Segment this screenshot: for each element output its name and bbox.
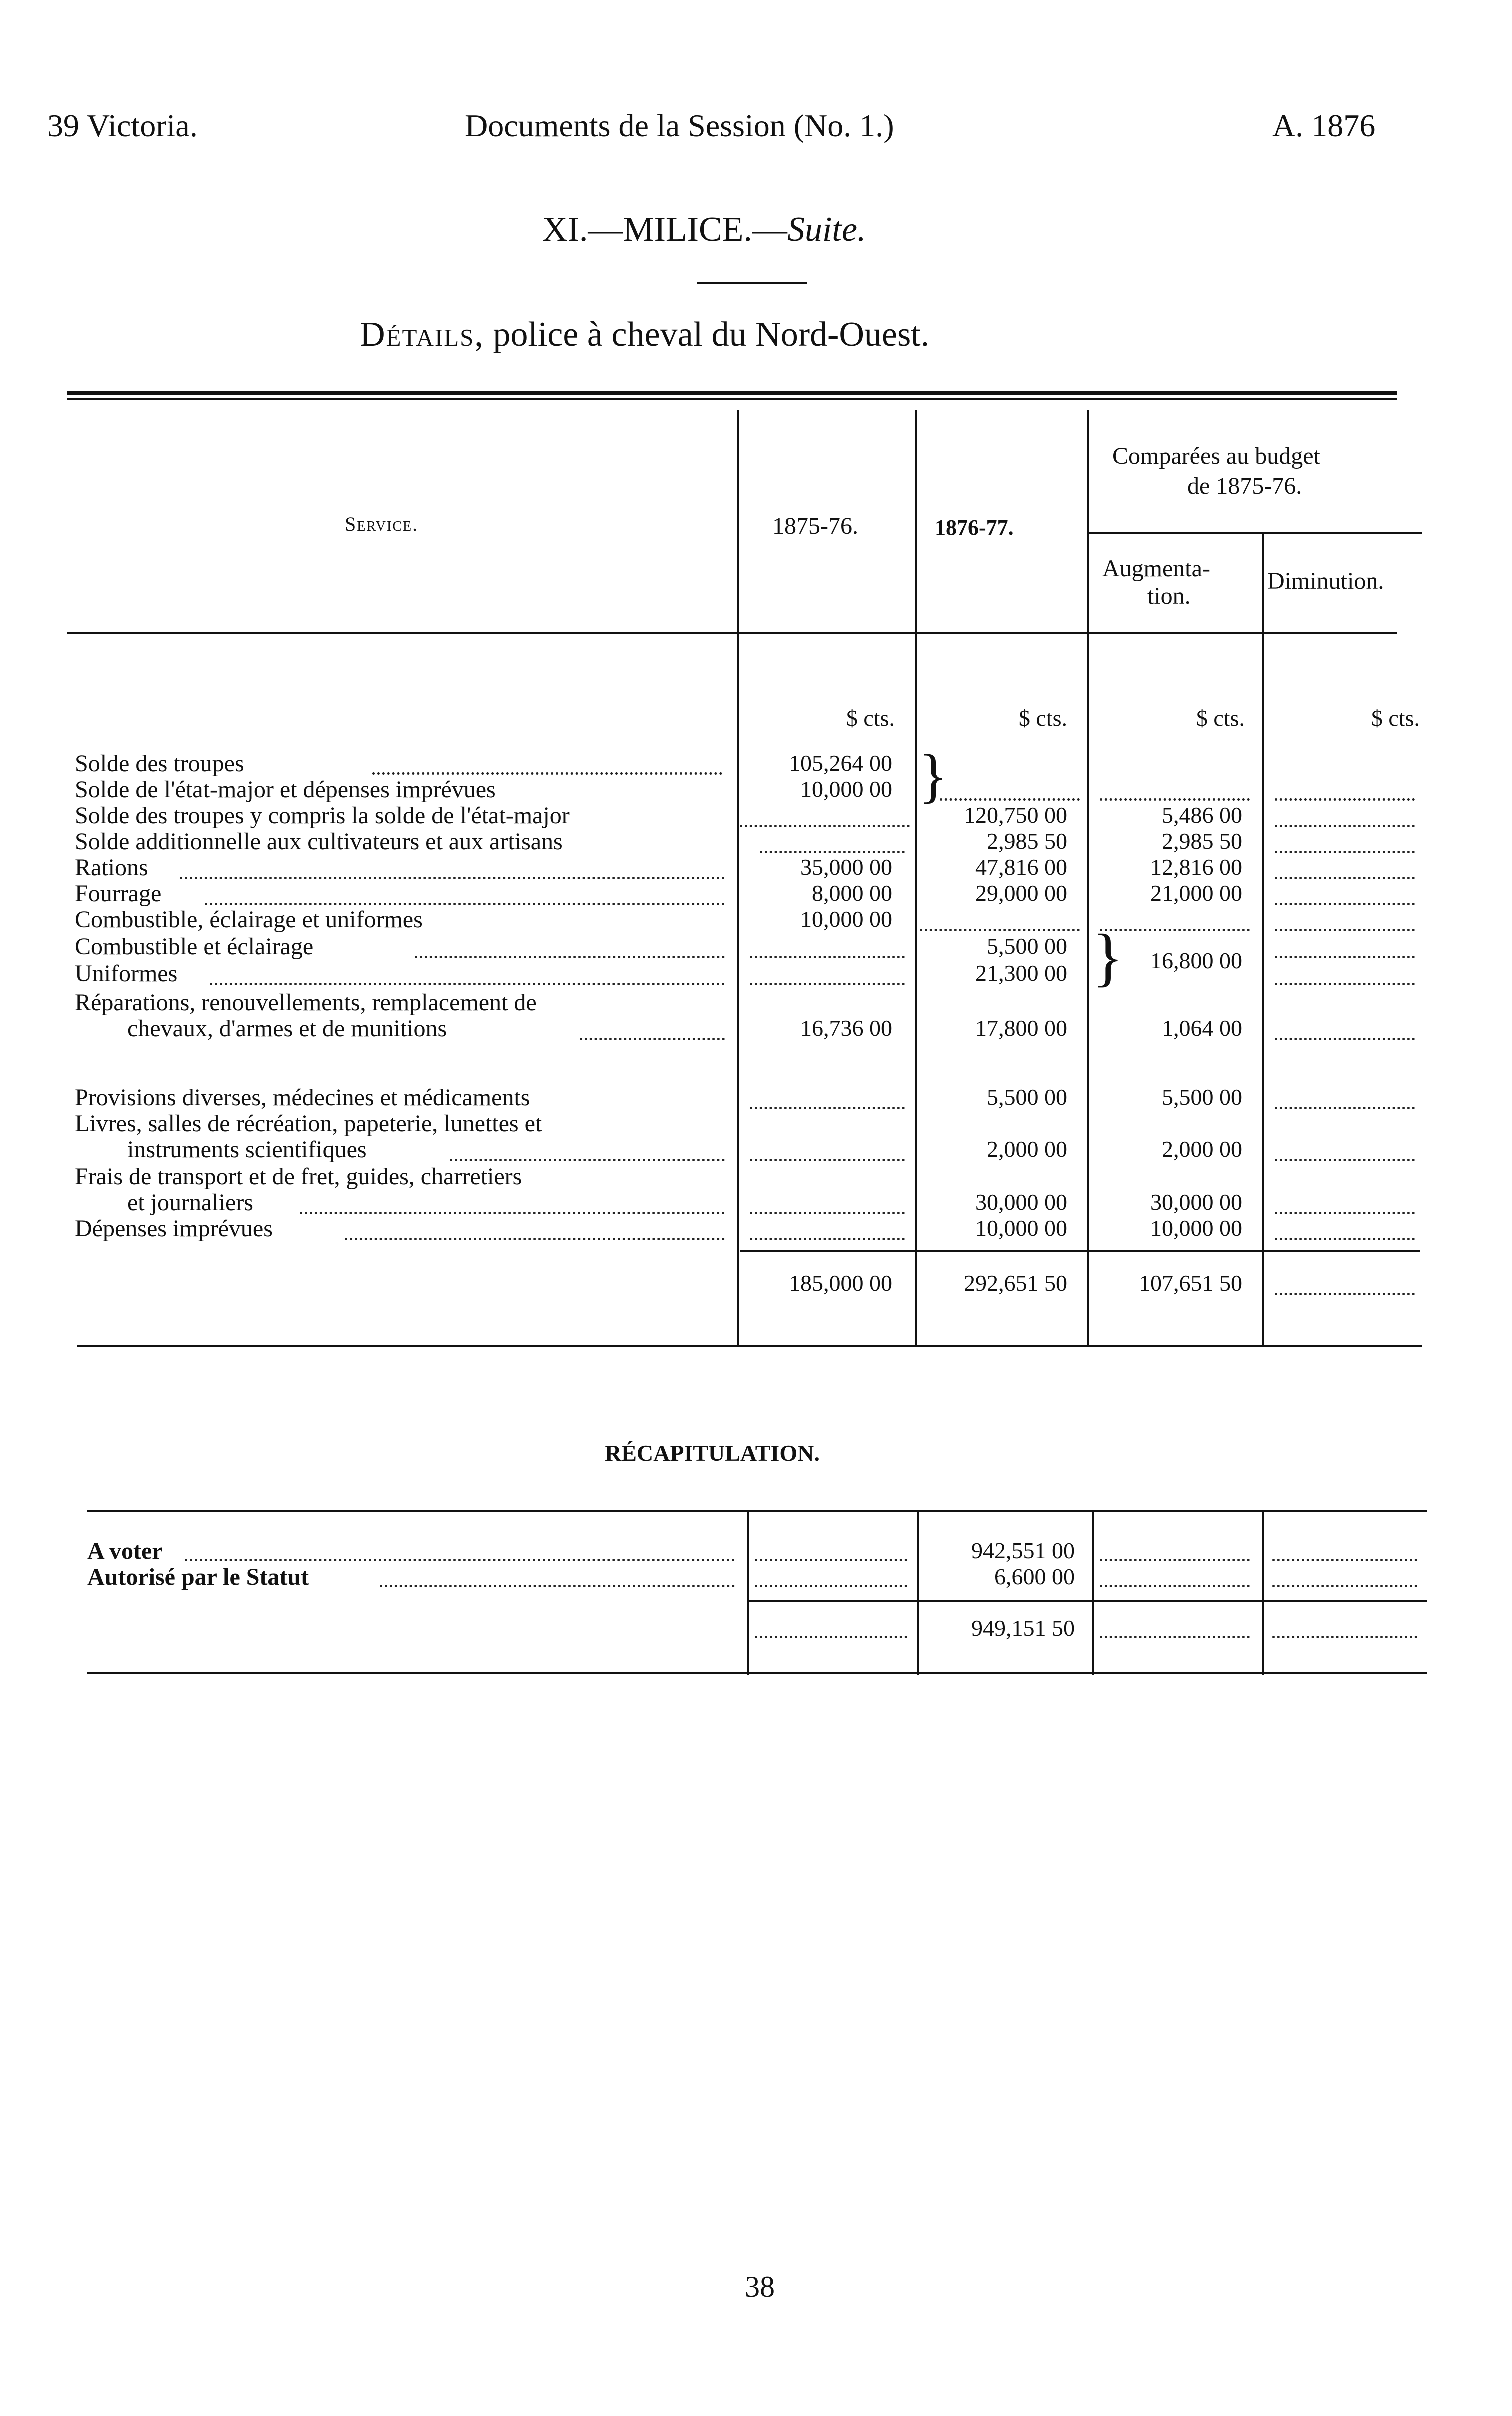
- table-cell-y2: 10,000 00: [975, 1215, 1067, 1241]
- table-row-label: Rations: [75, 854, 148, 881]
- table-cell-y2: 21,300 00: [975, 960, 1067, 986]
- leader-dots: [750, 1107, 905, 1109]
- table-cell-y1: 8,000 00: [812, 880, 892, 906]
- leader-dots: [1275, 1159, 1415, 1161]
- leader-dots: [415, 956, 725, 958]
- header-1875-76: 1875-76.: [772, 513, 858, 539]
- table-cell-aug: 5,486 00: [1162, 802, 1242, 828]
- totals-rule: [740, 1250, 1420, 1252]
- leader-dots: [940, 798, 1080, 801]
- combined-augmentation: 16,800 00: [1150, 948, 1242, 973]
- total-1875-76: 185,000 00: [789, 1270, 892, 1296]
- table-top-rule: [67, 391, 1397, 395]
- leader-dots: [1275, 956, 1415, 958]
- compare-divider: [1087, 532, 1422, 534]
- leader-dots: [1275, 1293, 1415, 1295]
- leader-dots: [450, 1159, 725, 1161]
- table-cell-aug: 21,000 00: [1150, 880, 1242, 906]
- recap-title: RÉCAPITULATION.: [605, 1440, 820, 1466]
- header-augmentation-line2: tion.: [1147, 583, 1191, 609]
- unit-dim: $ cts.: [1371, 705, 1420, 731]
- recap-row-label: A voter: [87, 1538, 163, 1564]
- leader-dots: [755, 1585, 907, 1587]
- leader-dots: [750, 983, 905, 985]
- table-cell-y1: 105,264 00: [789, 750, 892, 776]
- leader-dots: [180, 877, 725, 879]
- table-row-label: Dépenses imprévues: [75, 1215, 273, 1242]
- leader-dots: [205, 903, 725, 905]
- section-title-main: XI.—MILICE.—: [542, 210, 787, 249]
- table-row-label: Solde de l'état-major et dépenses imprévues: [75, 776, 496, 803]
- leader-dots: [1275, 798, 1415, 801]
- table-bottom-rule: [77, 1345, 1422, 1347]
- table-row-label: Fourrage: [75, 880, 162, 907]
- brace-left: }: [1092, 921, 1124, 993]
- leader-dots: [1275, 1238, 1415, 1240]
- table-cell-y2: 2,000 00: [987, 1136, 1067, 1162]
- page-number: 38: [745, 2270, 775, 2303]
- table-cell-y2: 29,000 00: [975, 880, 1067, 906]
- table-cell-y2: 120,750 00: [964, 802, 1067, 828]
- recap-total-rule: [747, 1600, 1427, 1602]
- table-cell-aug: 30,000 00: [1150, 1189, 1242, 1215]
- recap-top-rule: [87, 1510, 1427, 1512]
- table-cell-y2: 5,500 00: [987, 933, 1067, 959]
- subtitle-details: Détails,: [360, 315, 484, 354]
- leader-dots: [1275, 1107, 1415, 1109]
- col-sep-1: [737, 410, 739, 1345]
- header-center: Documents de la Session (No. 1.): [465, 108, 894, 143]
- leader-dots: [1275, 851, 1415, 853]
- table-cell-y2: 17,800 00: [975, 1015, 1067, 1041]
- recap-sep-1: [747, 1510, 749, 1675]
- table-cell-y1: 10,000 00: [800, 776, 892, 802]
- leader-dots: [1275, 983, 1415, 985]
- table-cell-y1: 16,736 00: [800, 1015, 892, 1041]
- total-augmentation: 107,651 50: [1139, 1270, 1242, 1296]
- leader-dots: [380, 1585, 735, 1587]
- table-header-rule: [67, 632, 1397, 634]
- table-row-label: Combustible et éclairage: [75, 933, 314, 960]
- table-row-label: Provisions diverses, médecines et médicaments: [75, 1084, 530, 1111]
- col-sep-2: [915, 410, 917, 1345]
- table-cell-y1: 35,000 00: [800, 854, 892, 880]
- table-cell-aug: 1,064 00: [1162, 1015, 1242, 1041]
- leader-dots: [1100, 1585, 1250, 1587]
- table-cell-y2: 30,000 00: [975, 1189, 1067, 1215]
- table-row-label-cont: chevaux, d'armes et de munitions: [127, 1015, 447, 1042]
- table-top-rule-2: [67, 398, 1397, 400]
- leader-dots: [750, 1159, 905, 1161]
- col-sep-3: [1087, 410, 1089, 1345]
- section-title-italic: Suite.: [787, 210, 866, 249]
- recap-total: 949,151 50: [971, 1615, 1075, 1641]
- table-row-label: Uniformes: [75, 960, 178, 987]
- leader-dots: [920, 929, 1080, 931]
- table-cell-y2: 2,985 50: [987, 828, 1067, 854]
- header-service: Service.: [345, 513, 419, 535]
- leader-dots: [1100, 1559, 1250, 1561]
- leader-dots: [750, 1238, 905, 1240]
- table-cell-y2: 5,500 00: [987, 1084, 1067, 1110]
- section-title: [542, 210, 866, 250]
- leader-dots: [1275, 877, 1415, 879]
- leader-dots: [372, 772, 722, 775]
- recap-row-label: Autorisé par le Statut: [87, 1564, 309, 1590]
- table-cell-aug: 2,985 50: [1162, 828, 1242, 854]
- leader-dots: [185, 1559, 735, 1561]
- leader-dots: [760, 851, 905, 853]
- recap-sep-4: [1262, 1510, 1264, 1675]
- recap-sep-2: [917, 1510, 919, 1675]
- leader-dots: [755, 1559, 907, 1561]
- recap-sep-3: [1092, 1510, 1094, 1675]
- table-row-label: Frais de transport et de fret, guides, charretiers: [75, 1163, 522, 1190]
- recap-value: 6,600 00: [994, 1564, 1075, 1589]
- leader-dots: [1275, 929, 1415, 931]
- table-row-label: Solde additionnelle aux cultivateurs et aux artisans: [75, 828, 563, 855]
- unit-aug: $ cts.: [1196, 705, 1245, 731]
- header-diminution: Diminution.: [1267, 568, 1384, 594]
- recap-value: 942,551 00: [971, 1538, 1075, 1563]
- table-row-label: Solde des troupes y compris la solde de l'état-major: [75, 802, 570, 829]
- unit-y2: $ cts.: [1018, 705, 1067, 731]
- leader-dots: [580, 1038, 725, 1040]
- header-compare-line1: Comparées au budget: [1112, 443, 1320, 469]
- header-right: A. 1876: [1272, 108, 1376, 143]
- leader-dots: [345, 1238, 725, 1240]
- leader-dots: [1275, 825, 1415, 827]
- table-row-label: Combustible, éclairage et uniformes: [75, 906, 423, 933]
- header-1876-77: 1876-77.: [935, 515, 1014, 540]
- unit-y1: $ cts.: [846, 705, 895, 731]
- title-rule: [697, 282, 807, 284]
- leader-dots: [1100, 1636, 1250, 1638]
- table-cell-y1: 10,000 00: [800, 906, 892, 932]
- table-cell-aug: 2,000 00: [1162, 1136, 1242, 1162]
- table-row-label: Livres, salles de récréation, papeterie, lunettes et: [75, 1110, 542, 1137]
- leader-dots: [1272, 1636, 1417, 1638]
- leader-dots: [1100, 798, 1250, 801]
- table-row-label-cont: instruments scientifiques: [127, 1136, 367, 1163]
- table-row-label: Réparations, renouvellements, remplacement de: [75, 989, 537, 1016]
- recap-bottom-rule: [87, 1672, 1427, 1674]
- subtitle: [360, 315, 929, 355]
- header-compare-line2: de 1875-76.: [1187, 473, 1302, 499]
- header-augmentation-line1: Augmenta-: [1102, 555, 1210, 582]
- leader-dots: [1275, 1212, 1415, 1214]
- brace-right: }: [919, 742, 948, 809]
- leader-dots: [210, 983, 725, 985]
- subtitle-rest: police à cheval du Nord-Ouest.: [493, 315, 930, 354]
- table-cell-aug: 5,500 00: [1162, 1084, 1242, 1110]
- leader-dots: [1275, 903, 1415, 905]
- total-1876-77: 292,651 50: [964, 1270, 1067, 1296]
- table-row-label: Solde des troupes: [75, 750, 244, 777]
- header-left: 39 Victoria.: [47, 108, 198, 143]
- leader-dots: [1272, 1585, 1417, 1587]
- leader-dots: [740, 825, 910, 827]
- leader-dots: [750, 956, 905, 958]
- table-cell-aug: 12,816 00: [1150, 854, 1242, 880]
- leader-dots: [1275, 1038, 1415, 1040]
- leader-dots: [755, 1636, 907, 1638]
- table-cell-y2: 47,816 00: [975, 854, 1067, 880]
- table-cell-aug: 10,000 00: [1150, 1215, 1242, 1241]
- leader-dots: [300, 1212, 725, 1214]
- col-sep-4: [1262, 532, 1264, 1345]
- leader-dots: [1272, 1559, 1417, 1561]
- leader-dots: [750, 1212, 905, 1214]
- table-row-label-cont: et journaliers: [127, 1189, 253, 1216]
